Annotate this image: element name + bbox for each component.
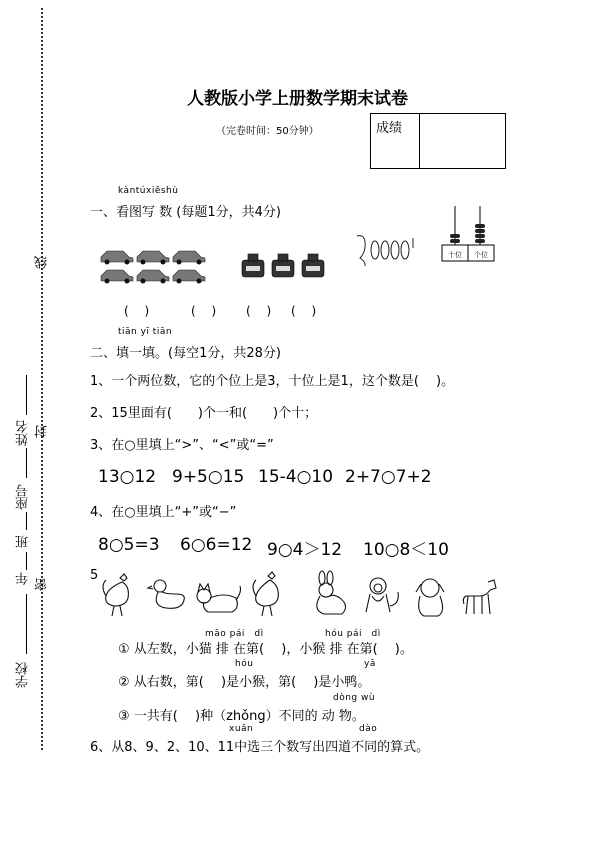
section2-heading: 二、填一填。(每空1分，共28分) (90, 346, 281, 361)
compare-item-3: 15-4○10 (258, 467, 334, 487)
q5-pinyin-d: yā (364, 659, 376, 669)
operator-item-1: 8○5=3 (98, 535, 160, 555)
operator-item-4: 10○8＜10 (363, 540, 449, 560)
operator-item-2: 6○6=12 (180, 535, 253, 555)
compare-item-1: 13○12 (98, 467, 157, 487)
score-box (370, 113, 506, 169)
name-label: 姓名 (16, 420, 31, 446)
duck-icon (148, 580, 184, 608)
rabbit-icon (317, 571, 346, 614)
class-label: 班 (16, 535, 31, 548)
school-label: 学校 (16, 662, 31, 688)
question-2: 2、15里面有( )个一和( )个十； (90, 406, 318, 421)
question-5-part-3: ③ 一共有( )种（zhǒng）不同的 动 物。 (118, 709, 365, 724)
question-4: 4、在○里填上“+”或“−” (90, 505, 237, 520)
seat-label: 座号 (16, 484, 31, 510)
question-1: 1、一个两位数，它的个位上是3，十位上是1，这个数是( )。 (90, 374, 455, 389)
counting-rings-image (354, 232, 416, 268)
score-label: 成绩 (376, 121, 403, 136)
q6-pinyin-b: dào (359, 724, 378, 734)
side-xian: 线 (35, 256, 50, 269)
compare-item-2: 9+5○15 (172, 467, 245, 487)
side-mi: 密 (35, 578, 50, 591)
horse-icon (463, 580, 496, 614)
binding-dotted-line (41, 8, 43, 750)
page-title: 人教版小学上册数学期末试卷 (187, 89, 408, 109)
monkey-icon (366, 578, 398, 612)
q5-pinyin-c: hóu (235, 659, 254, 669)
seat-blank[interactable] (26, 448, 27, 478)
q5-pinyin-a: māo pái dì (205, 629, 264, 639)
name-blank[interactable] (26, 375, 27, 415)
abacus-image (442, 204, 494, 262)
cat-icon (197, 584, 241, 612)
answer-slot-cars[interactable]: ( ) (124, 304, 150, 318)
grade-label: 年 (16, 572, 31, 585)
answer-slot-abacus[interactable]: ( ) (291, 304, 317, 318)
exam-duration: （完卷时间：50分钟） (216, 126, 319, 137)
operator-item-3: 9○4＞12 (267, 540, 343, 560)
score-box-divider (419, 114, 420, 168)
question-3: 3、在○里填上“>”、“<”或“=” (90, 438, 274, 453)
question-5-part-1: ① 从左数，小猫 排 在第( )，小猴 排 在第( )。 (118, 642, 413, 657)
question-5-part-2: ② 从右数，第( )是小猴，第( )是小鸭。 (118, 675, 371, 690)
class-blank[interactable] (26, 512, 27, 530)
section2-pinyin: tiān yī tiān (118, 327, 173, 337)
question-5-number: 5 (90, 568, 99, 583)
q5-pinyin-e: dòng wù (333, 693, 376, 703)
dog-icon (416, 579, 444, 616)
abacus-ones-label: 个位 (474, 251, 488, 259)
section1-pinyin: kàntúxiěshù (118, 186, 179, 196)
answer-slot-rings[interactable]: ( ) (246, 304, 272, 318)
answer-slot-bottles[interactable]: ( ) (191, 304, 217, 318)
rooster-icon (103, 574, 128, 616)
ink-bottles-image (240, 250, 330, 280)
animals-row-image (100, 572, 500, 620)
rooster-icon-2 (253, 572, 278, 616)
section1-heading: 一、看图写 数 (每题1分，共4分) (90, 205, 281, 220)
school-blank[interactable] (26, 594, 27, 654)
q5-pinyin-b: hóu pái dì (325, 629, 381, 639)
compare-item-4: 2+7○7+2 (345, 467, 432, 487)
grade-blank[interactable] (26, 552, 27, 570)
question-6: 6、从8、9、2、10、11中选三个数写出四道不同的算式。 (90, 740, 430, 755)
q6-pinyin-a: xuǎn (229, 724, 254, 734)
abacus-tens-label: 十位 (448, 251, 462, 259)
cars-image (99, 243, 209, 283)
side-feng: 封 (35, 425, 50, 438)
